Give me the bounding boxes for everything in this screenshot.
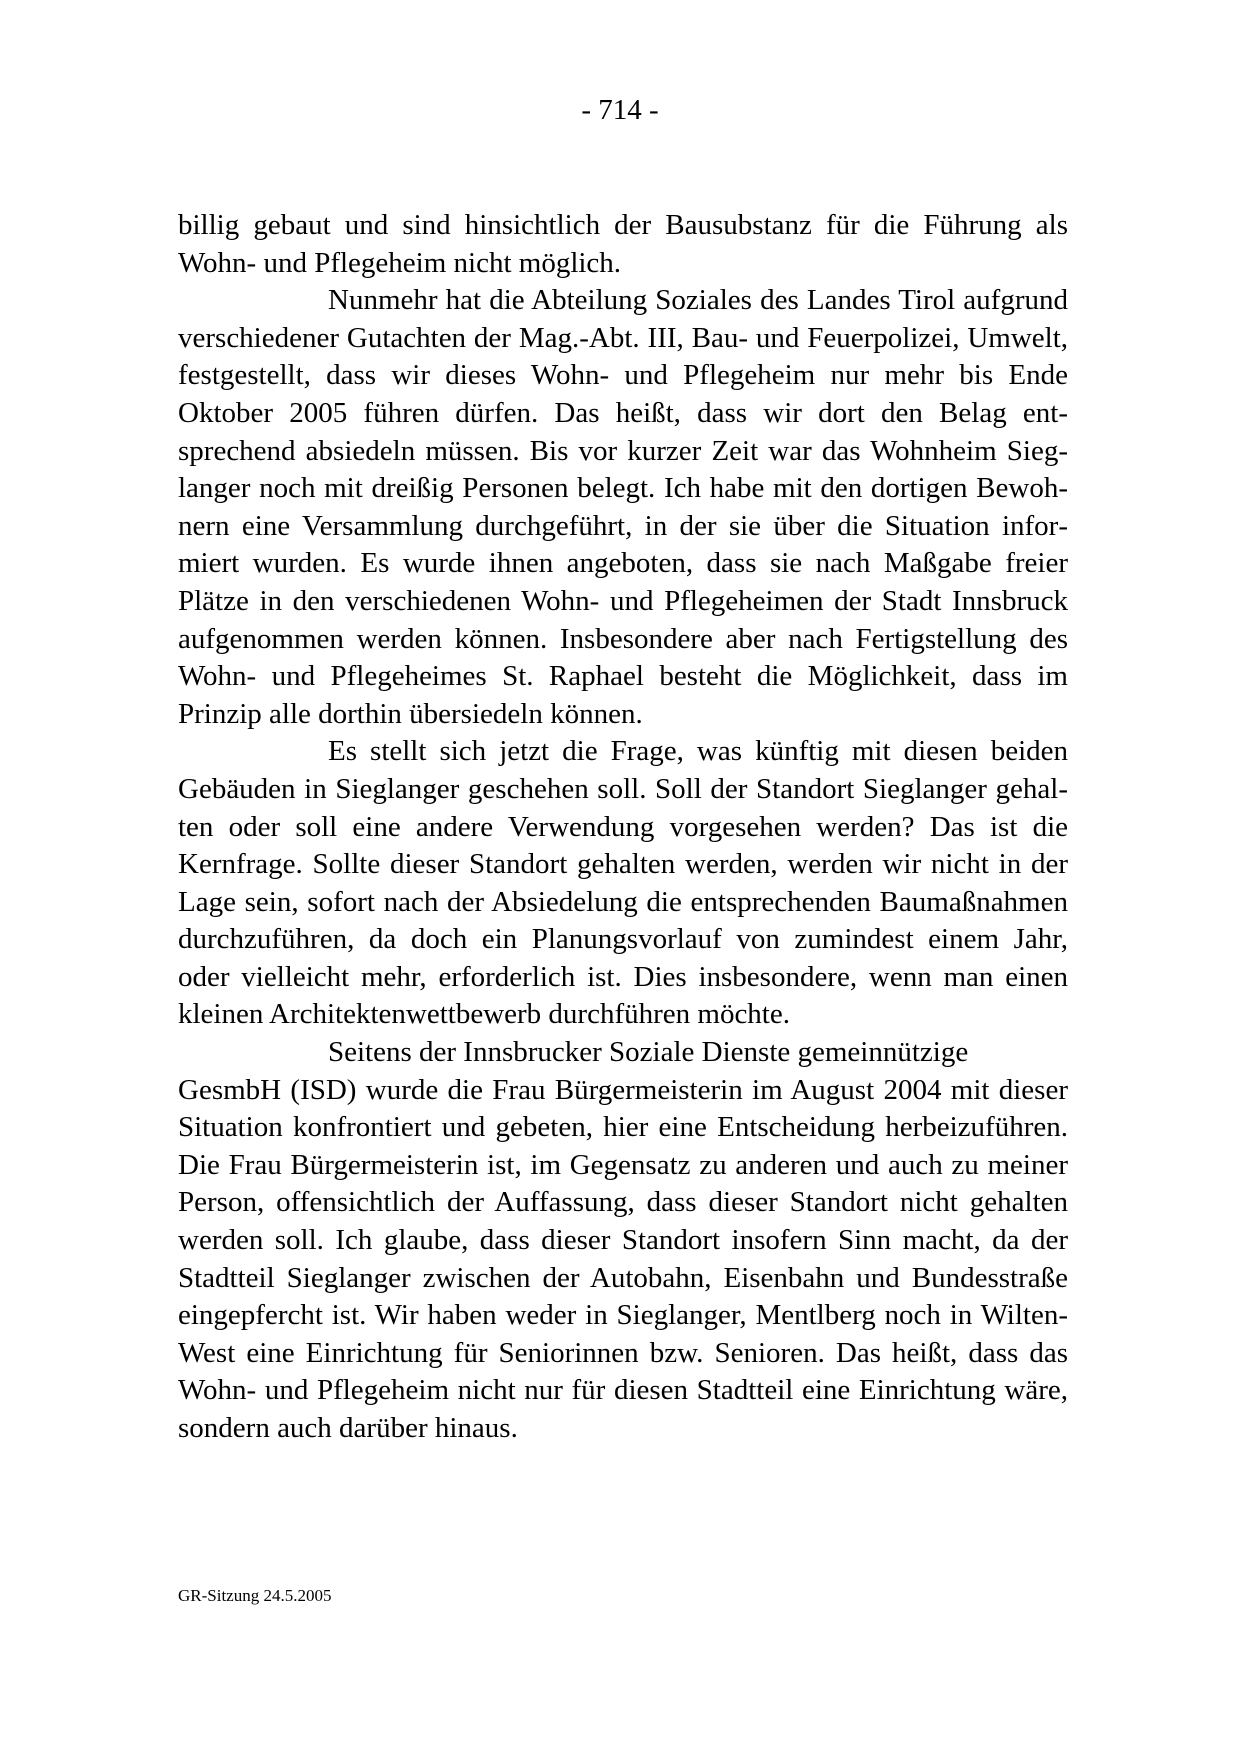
paragraph-isd-body: GesmbH (ISD) wurde die Frau Bürgermeisterin im August 2004 mit dieser Situation konfrontiert und gebeten, hier eine Entscheidung herbeizuführen. Die Frau Bürgermeisterin ist, im Gegensatz zu anderen und auch zu meiner Person, offensichtlich der Auffassung, dass dieser Standort nicht gehalten werden soll. Ich glaube, dass dieser Standort insofern Sinn macht, da der Stadtteil Sieglanger zwischen der Autobahn, Eisenbahn und Bundesstraße eingepfercht ist. Wir haben weder in Sieglanger, Mentlberg noch in Wilten-West eine Einrichtung für Seniorinnen bzw. Senioren. Das heißt, dass das Wohn- und Pflegeheim nicht nur für diesen Stadtteil eine Einrichtung wäre, sondern auch darüber hinaus.: [178, 1073, 1068, 1444]
document-body: [178, 207, 1068, 1448]
paragraph-abteilung-soziales: Nunmehr hat die Abteilung Soziales des Landes Tirol aufgrund verschiedener Gutachten der Mag.-Abt. III, Bau- und Feuerpolizei, Umwelt, festgestellt, dass wir dieses Wohn- und Pflegeheim nur mehr bis Ende Oktober 2005 führen dürfen. Das heißt, dass wir dort den Belag entsprechend absiedeln müssen. Bis vor kurzer Zeit war das Wohnheim Sieglanger noch mit dreißig Personen belegt. Ich habe mit den dortigen Bewohnern eine Versammlung durchgeführt, in der sie über die Situation informiert wurden. Es wurde ihnen angeboten, dass sie nach Maßgabe freier Plätze in den verschiedenen Wohn- und Pflegeheimen der Stadt Innsbruck aufgenommen werden können. Insbesondere aber nach Fertigstellung des Wohn- und Pflegeheimes St. Raphael besteht die Möglichkeit, dass im Prinzip alle dorthin übersiedeln können.: [178, 284, 1068, 730]
paragraph-frage-gebaeude: Es stellt sich jetzt die Frage, was künftig mit diesen beiden Gebäuden in Sieglanger geschehen soll. Soll der Standort Sieglanger gehalten oder soll eine andere Verwendung vorgesehen werden? Das ist die Kernfrage. Sollte dieser Standort gehalten werden, werden wir nicht in der Lage sein, sofort nach der Absiedelung die entsprechenden Baumaßnahmen durchzuführen, da doch ein Planungsvorlauf von zumindest einem Jahr, oder vielleicht mehr, erforderlich ist. Dies insbesondere, wenn man einen kleinen Architektenwettbewerb durchführen möchte.: [178, 735, 1068, 1031]
paragraph-isd-lead: Seitens der Innsbrucker Soziale Dienste gemeinnützige: [328, 1036, 969, 1069]
page-number: - 714 -: [581, 94, 659, 126]
paragraph-continuation: billig gebaut und sind hinsichtlich der Bausubstanz für die Führung als Wohn- und Pflegeheim nicht möglich.: [178, 209, 1068, 279]
footer-session-date: GR-Sitzung 24.5.2005: [178, 1586, 332, 1605]
